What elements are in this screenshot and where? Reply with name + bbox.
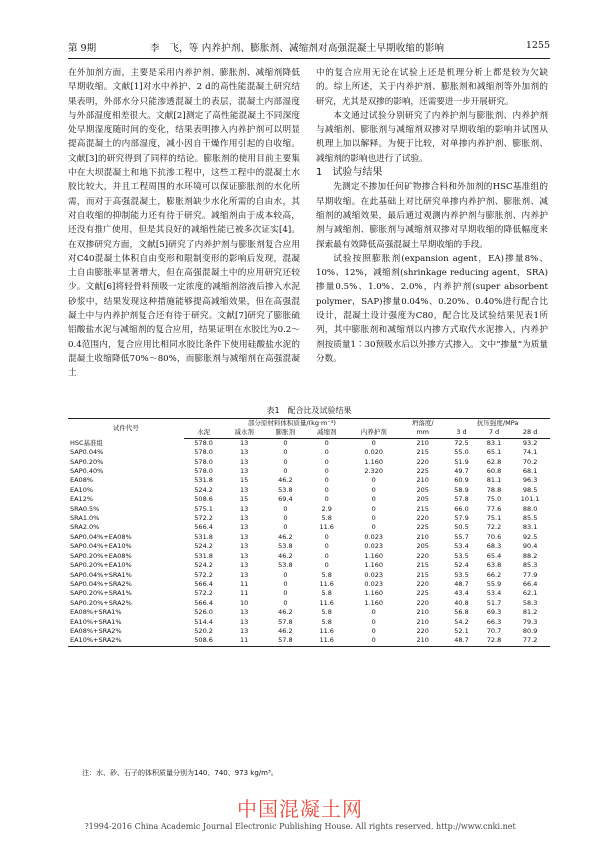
table-cell: 215 xyxy=(416,448,429,457)
table-cell: 75.0 xyxy=(486,495,502,504)
table-cell: 0 xyxy=(324,542,329,551)
table-cell: 66.4 xyxy=(522,579,538,588)
table-cell: 210 xyxy=(416,532,429,541)
table-cell: 53.8 xyxy=(278,542,293,551)
table-cell: 508.6 xyxy=(184,636,224,646)
table-cell: 40.8 xyxy=(454,598,469,607)
table-cell: 11 xyxy=(239,589,249,598)
table-cell: 78.8 xyxy=(486,485,502,494)
table-cell: 524.2 xyxy=(194,542,213,551)
table-cell: 55.0 xyxy=(454,448,469,457)
table-cell: 13 xyxy=(239,532,249,541)
specimen-code-cell: SAP0.04%+EA10% xyxy=(70,542,132,551)
table-cell: 13 xyxy=(239,523,249,532)
table-cell: 48.7 xyxy=(445,636,477,646)
specimen-code-cell: SAP0.20%+SRA2% xyxy=(70,598,132,607)
issue-number: 第 9期 xyxy=(68,43,97,54)
table-cell: 0 xyxy=(283,457,288,466)
table-cell: 83.1 xyxy=(522,523,538,532)
table-cell: 215 xyxy=(416,570,429,579)
table-cell: 52.1 xyxy=(454,626,469,635)
table-cell: 0 xyxy=(324,457,329,466)
table-cell: 93.2 xyxy=(522,438,538,447)
table-cell: 0 xyxy=(347,636,400,646)
table-cell: 60.8 xyxy=(486,467,502,476)
table-cell: 0 xyxy=(324,448,329,457)
table-cell: 0 xyxy=(371,617,376,626)
table-cell: 578.0 xyxy=(194,457,213,466)
table-cell: 90.4 xyxy=(522,542,538,551)
table-cell: 13 xyxy=(239,626,249,635)
table-cell: 10 xyxy=(239,598,249,607)
table-cell: 46.2 xyxy=(278,551,293,560)
table-cell: 205 xyxy=(416,485,429,494)
table-cell: 11.6 xyxy=(319,523,334,532)
table-cell: 62.1 xyxy=(522,589,538,598)
specimen-code-cell: EA08% xyxy=(70,476,94,485)
table-row xyxy=(68,448,550,457)
table-cell: 578.0 xyxy=(194,467,213,476)
table-cell: 13 xyxy=(239,608,249,617)
table-cell: 11.6 xyxy=(319,598,334,607)
page-number: 1255 xyxy=(525,40,550,51)
table-cell: 578.0 xyxy=(194,448,213,457)
table-cell: 69.4 xyxy=(278,495,293,504)
running-header xyxy=(68,40,550,56)
table-cell: 215 xyxy=(416,561,429,570)
body-paragraph: 在外加剂方面，主要是采用内养护剂、膨胀剂、减缩剂降低早期收缩。文献[1]对水中养护、2 d的高性能混凝土研究结果表明，外部水分只能渗透混凝土的表层，混凝土内部湿度与外部湿度相差很大。文献[2]测定了高性能混凝土不同深度处早期湿度随时间的变化，结果表明掺入内养护剂可以明显提高混凝土的内部湿度，减小因自干燥作用引起的自收缩。文献[3]的研究得到了同样的结论。膨胀剂的使用目前主要集中在大坝混凝土和地下抗渗工程中，这些工程中的混凝土水胶比较大，并且工程周围的水环境可以保证膨胀剂的水化所需，而对于高强混凝土，膨胀剂缺少水化所需的自由水，其对自收缩的抑制能力还有待于研究。减缩剂由于成本较高，还没有推广使用，但是其良好的减缩性能已被多次证实[4]。在双掺研究方面，文献[5]研究了内养护剂与膨胀剂复合应用对C40混凝土体积自由变形和限制变形的影响后发现，混凝土自由膨胀率显著增大，但在高强混凝土中的应用研究还较少。文献[6]将轻骨料预吸一定浓度的减缩剂溶液后掺入水泥砂浆中，结果发现这种措施能够提高减缩效果，但在高强混凝土中与内养护剂复合还有待于研究。文献[7]研究了膨胀硫铝酸盐水泥与减缩剂的复合应用，结果证明在水胶比为0.2～0.4范围内，复合应用比相同水胶比条件下使用硅酸盐水泥的混凝土收缩降低70%～80%，而膨胀剂与减缩剂在高强混凝土 xyxy=(68,68,300,379)
table-cell: 531.8 xyxy=(194,476,213,485)
section-title: 1 试验与结果 xyxy=(316,167,383,179)
table-cell: 1.160 xyxy=(364,457,384,466)
table-cell: 46.2 xyxy=(278,626,293,635)
table-cell: 524.2 xyxy=(194,485,213,494)
table-cell: 15 xyxy=(239,495,249,504)
col-header: 减缩剂 xyxy=(306,428,347,438)
specimen-code-cell: SAP0.20% xyxy=(70,457,104,466)
table-cell: 2.320 xyxy=(364,467,384,476)
table-cell: 54.2 xyxy=(454,617,469,626)
specimen-code-cell: SRA0.5% xyxy=(70,504,100,513)
table-cell: 13 xyxy=(239,514,249,523)
specimen-code-cell: SAP0.04%+EA08% xyxy=(70,532,132,541)
table-cell: 0.023 xyxy=(364,532,384,541)
copyright-footer: ?1994-2016 China Academic Journal Electronic Publishing House. All rights reserved. http://www.cnki.net xyxy=(84,822,516,831)
table-row xyxy=(68,618,550,627)
table-cell: 75.1 xyxy=(486,514,502,523)
table-row xyxy=(68,495,550,504)
table-row xyxy=(68,599,550,608)
table-cell: 53.8 xyxy=(278,485,293,494)
table-cell: 98.5 xyxy=(522,485,538,494)
specimen-code-cell: EA10% xyxy=(70,485,94,494)
table-cell: 0 xyxy=(324,476,329,485)
table-cell: 85.3 xyxy=(522,561,538,570)
specimen-code-cell: EA08%+SRA1% xyxy=(70,608,122,617)
table-cell: 572.2 xyxy=(194,589,213,598)
specimen-code-cell: SAP0.04%+SRA2% xyxy=(70,579,132,588)
table-cell: 66.3 xyxy=(486,617,502,626)
table-cell: 5.8 xyxy=(321,570,332,579)
specimen-code-cell: SRA1.0% xyxy=(70,514,100,523)
table-cell: 43.4 xyxy=(454,589,469,598)
table-cell: 0 xyxy=(324,485,329,494)
table-cell: 0 xyxy=(324,561,329,570)
table-cell: 65.4 xyxy=(486,551,502,560)
table-cell: 53.5 xyxy=(454,551,469,560)
table-cell: 77.6 xyxy=(486,504,502,513)
table-cell: 13 xyxy=(239,438,249,447)
table-cell: 60.9 xyxy=(454,476,469,485)
table-cell: 53.5 xyxy=(454,570,469,579)
table-cell: 0.020 xyxy=(364,448,384,457)
table-cell: 58.9 xyxy=(454,485,469,494)
table-cell: 11.6 xyxy=(319,626,334,635)
table-cell: 11 xyxy=(223,636,264,646)
table-cell: 13 xyxy=(239,504,249,513)
table-cell: 57.8 xyxy=(265,636,306,646)
table-cell: 0 xyxy=(371,438,376,447)
table-cell: 62.8 xyxy=(486,457,502,466)
table-cell: 48.7 xyxy=(454,579,469,588)
table-cell: 0 xyxy=(283,448,288,457)
table-cell: 531.8 xyxy=(194,551,213,560)
specimen-code-cell: SAP0.20%+EA10% xyxy=(70,561,132,570)
table-cell: 51.9 xyxy=(454,457,469,466)
table-cell: 0 xyxy=(283,589,288,598)
table-cell: 5.8 xyxy=(321,514,332,523)
col-header-code: 试件代号 xyxy=(68,419,184,439)
table-row xyxy=(68,561,550,570)
specimen-code-cell: HSC基准组 xyxy=(70,438,104,447)
col-header: 3 d xyxy=(445,428,477,438)
table-cell: 524.2 xyxy=(194,561,213,570)
table-cell: 0.023 xyxy=(364,579,384,588)
table-cell: 50.5 xyxy=(454,523,469,532)
table-cell: 46.2 xyxy=(278,532,293,541)
col-header: 膨胀剂 xyxy=(265,428,306,438)
table-cell: 0 xyxy=(371,495,376,504)
table-cell: 205 xyxy=(416,542,429,551)
table-cell: 13 xyxy=(239,467,249,476)
table-cell: 210 xyxy=(416,617,429,626)
table-cell: 72.8 xyxy=(478,636,510,646)
header-rule xyxy=(68,58,550,59)
table-cell: 13 xyxy=(239,561,249,570)
table-cell: 2.9 xyxy=(321,504,332,513)
table-cell: 220 xyxy=(416,514,429,523)
table-cell: 101.1 xyxy=(520,495,540,504)
table-cell: 80.9 xyxy=(522,626,538,635)
table-cell: 92.5 xyxy=(522,532,538,541)
table-cell: 83.1 xyxy=(486,438,502,447)
table-row xyxy=(68,438,550,448)
table-cell: 79.3 xyxy=(522,617,538,626)
table-cell: 57.8 xyxy=(454,495,469,504)
table-cell: 1.160 xyxy=(364,589,384,598)
table-cell: 13 xyxy=(239,448,249,457)
table-row xyxy=(68,514,550,523)
table-cell: 514.4 xyxy=(194,617,213,626)
col-header: 内养护剂 xyxy=(347,428,400,438)
table-cell: 55.7 xyxy=(454,532,469,541)
table-cell: 205 xyxy=(416,495,429,504)
table-cell: 51.7 xyxy=(486,598,502,607)
table-cell: 69.3 xyxy=(486,608,502,617)
table-cell: 68.1 xyxy=(522,467,538,476)
table-cell: 0.023 xyxy=(364,542,384,551)
table-cell: 88.2 xyxy=(522,551,538,560)
table-cell: 0 xyxy=(324,438,329,447)
table-cell: 1.160 xyxy=(364,598,384,607)
table-cell: 220 xyxy=(416,551,429,560)
table-cell: 0 xyxy=(371,514,376,523)
table-cell: 53.8 xyxy=(278,561,293,570)
table-cell: 215 xyxy=(416,504,429,513)
table-cell: 57.8 xyxy=(278,617,293,626)
table-cell: 566.4 xyxy=(194,523,213,532)
watermark-text: 中国混凝土网 xyxy=(237,797,363,821)
table-cell: 53.4 xyxy=(486,589,502,598)
table-cell: 74.1 xyxy=(522,448,538,457)
col-header: 水泥 xyxy=(184,428,224,438)
table-cell: 58.3 xyxy=(522,598,538,607)
table-cell: 0 xyxy=(324,551,329,560)
table-cell: 5.8 xyxy=(321,608,332,617)
table-cell: 13 xyxy=(239,542,249,551)
table-cell: 210 xyxy=(416,608,429,617)
table-cell: 526.0 xyxy=(194,608,213,617)
specimen-code-cell: SRA2.0% xyxy=(70,523,100,532)
table-cell: 0 xyxy=(283,467,288,476)
table-cell: 0 xyxy=(283,598,288,607)
table-cell: 520.2 xyxy=(194,626,213,635)
table-cell: 0 xyxy=(371,476,376,485)
table-cell: 220 xyxy=(416,579,429,588)
table-cell: 46.2 xyxy=(278,608,293,617)
table-cell: 220 xyxy=(416,457,429,466)
table-cell: 0.023 xyxy=(364,570,384,579)
body-paragraph: 中的复合应用无论在试验上还是机理分析上都是较为欠缺的。综上所述，关于内养护剂、膨胀剂和减缩剂等外加剂的研究，尤其是双掺的影响，还需要进一步开展研究。 xyxy=(316,68,548,107)
table-cell: 210 xyxy=(416,438,429,447)
col-header: 28 d xyxy=(510,428,550,438)
table-row xyxy=(68,505,550,514)
left-column xyxy=(68,66,300,381)
table-cell: 13 xyxy=(239,457,249,466)
table-cell: 220 xyxy=(416,626,429,635)
table-cell: 210 xyxy=(416,476,429,485)
table-cell: 0 xyxy=(283,579,288,588)
table-cell: 1.160 xyxy=(364,561,384,570)
table-row xyxy=(68,580,550,589)
table-cell: 0 xyxy=(283,438,288,447)
table-cell: 508.6 xyxy=(194,495,213,504)
table-cell: 68.3 xyxy=(486,542,502,551)
table-cell: 531.8 xyxy=(194,532,213,541)
specimen-code-cell: SAP0.04% xyxy=(70,448,104,457)
table-row xyxy=(68,589,550,598)
table-cell: 63.8 xyxy=(486,561,502,570)
table-cell: 70.2 xyxy=(522,457,538,466)
table-cell: 81.1 xyxy=(486,476,502,485)
table-cell: 70.6 xyxy=(486,532,502,541)
col-group-materials: 部分原材料体积质量/(kg·m⁻³) xyxy=(184,419,400,429)
table-cell: 11.6 xyxy=(319,579,334,588)
table-cell: 77.9 xyxy=(522,570,538,579)
table-row xyxy=(68,627,550,636)
table-cell: 225 xyxy=(416,523,429,532)
specimen-code-cell: SAP0.20%+SRA1% xyxy=(70,589,132,598)
table-row xyxy=(68,458,550,467)
table-cell: 70.7 xyxy=(486,626,502,635)
body-paragraph: 先测定不掺加任何矿物掺合料和外加剂的HSC基准组的早期收缩。在此基础上对比研究单掺内养护剂、膨胀剂、减缩剂的减缩效果，最后通过观测内养护剂与膨胀剂、内养护剂与减缩剂、膨胀剂与减缩剂双掺对早期收缩的降低幅度来探索最有效降低高强混凝土早期收缩的手段。 xyxy=(316,182,548,250)
table-cell: 0 xyxy=(283,514,288,523)
table-cell: 0 xyxy=(283,523,288,532)
table-cell: 52.4 xyxy=(454,561,469,570)
table-cell: 575.1 xyxy=(194,504,213,513)
table-cell: 210 xyxy=(400,636,445,646)
table-row xyxy=(68,523,550,532)
table-cell: 66.0 xyxy=(454,504,469,513)
table-cell: 0 xyxy=(371,523,376,532)
table-note: 注：水、砂、石子的体积质量分别为140、740、973 kg/m³。 xyxy=(82,769,278,777)
body-paragraph: 本文通过试验分别研究了内养护剂与膨胀剂、内养护剂与减缩剂、膨胀剂与减缩剂双掺对早期收缩的影响并试图从机理上加以解释。为便于比较，对单掺内养护剂、膨胀剂、减缩剂的影响也进行了试验。 xyxy=(316,110,548,164)
table-cell: 11.6 xyxy=(306,636,347,646)
table-cell: 65.1 xyxy=(486,448,502,457)
table-cell: 88.0 xyxy=(522,504,538,513)
table-cell: 578.0 xyxy=(194,438,213,447)
table-cell: 0 xyxy=(371,504,376,513)
col-group-slump: 坍落度/ xyxy=(400,419,445,429)
table-cell: 0 xyxy=(283,570,288,579)
table-cell: 49.7 xyxy=(454,467,469,476)
specimen-code-cell: SAP0.04%+SRA1% xyxy=(70,570,132,579)
table-cell: 0 xyxy=(283,504,288,513)
table-row xyxy=(68,486,550,495)
table-cell: 566.4 xyxy=(194,598,213,607)
table-cell: 13 xyxy=(239,485,249,494)
specimen-code-cell: EA12% xyxy=(70,495,94,504)
table-cell: 77.2 xyxy=(510,636,550,646)
table-cell: 0 xyxy=(371,485,376,494)
table-row xyxy=(68,552,550,561)
table-cell: 57.9 xyxy=(454,514,469,523)
table-cell: 0 xyxy=(324,467,329,476)
specimen-code-cell: EA10%+SRA1% xyxy=(70,617,122,626)
table-cell: 5.8 xyxy=(321,617,332,626)
table-row xyxy=(68,571,550,580)
table-cell: 1.160 xyxy=(364,551,384,560)
right-column xyxy=(316,66,548,366)
table-row xyxy=(68,542,550,551)
table-cell: 13 xyxy=(239,551,249,560)
table-cell: 66.2 xyxy=(486,570,502,579)
specimen-code-cell: EA10%+SRA2% xyxy=(68,636,184,646)
mix-proportion-table xyxy=(68,418,550,647)
table-cell: 85.5 xyxy=(522,514,538,523)
table-cell: 0 xyxy=(371,626,376,635)
table-cell: 13 xyxy=(239,570,249,579)
table-cell: 96.3 xyxy=(522,476,538,485)
col-header: mm xyxy=(400,428,445,438)
body-paragraph: 试验按照膨胀剂(expansion agent，EA)掺量8%、10%、12%，减缩剂(shrinkage reducing agent，SRA)掺量0.5%、1.0%、2.0%，内养护剂(super absorbent polymer，SAP)掺量0.04%、0.20%、0.40%进行配合比设计，混凝土设计强度为C80，配合比及试验结果见表1所列，其中膨胀剂和减缩剂以内掺方式取代水泥掺入，内养护剂按质量1∶30预吸水后以外掺方式掺入。文中“掺量”为质量分数。 xyxy=(316,253,548,364)
col-group-strength: 抗压强度/MPa xyxy=(445,419,550,429)
table-cell: 572.2 xyxy=(194,570,213,579)
table-cell: 46.2 xyxy=(278,476,293,485)
specimen-code-cell: SAP0.40% xyxy=(70,467,104,476)
table-cell: 55.9 xyxy=(486,579,502,588)
table-cell: 81.2 xyxy=(522,608,538,617)
table-cell: 566.4 xyxy=(194,579,213,588)
col-header: 减水剂 xyxy=(223,428,264,438)
table-cell: 72.5 xyxy=(454,438,469,447)
table-cell: 13 xyxy=(239,617,249,626)
table-cell: 5.8 xyxy=(321,589,332,598)
table-cell: 72.2 xyxy=(486,523,502,532)
table-cell: 0 xyxy=(371,608,376,617)
table-cell: 220 xyxy=(416,598,429,607)
running-title: 李 飞，等 内养护剂、膨胀剂、减缩剂对高强混凝土早期收缩的影响 xyxy=(150,43,445,54)
table-cell: 225 xyxy=(416,467,429,476)
table-row xyxy=(68,608,550,617)
table-row xyxy=(68,476,550,485)
table-cell: 225 xyxy=(416,589,429,598)
table-cell: 56.8 xyxy=(454,608,469,617)
col-header: 7 d xyxy=(478,428,510,438)
table-cell: 15 xyxy=(239,476,249,485)
table-caption: 表1 配合比及试验结果 xyxy=(266,406,352,415)
table-row xyxy=(68,533,550,542)
table-cell: 572.2 xyxy=(194,514,213,523)
specimen-code-cell: SAP0.20%+EA08% xyxy=(70,551,132,560)
table-cell: 0 xyxy=(324,495,329,504)
table-cell: 11 xyxy=(239,579,249,588)
table-row xyxy=(68,467,550,476)
table-row xyxy=(68,636,550,646)
table-cell: 53.4 xyxy=(454,542,469,551)
specimen-code-cell: EA08%+SRA2% xyxy=(70,626,122,635)
table-cell: 0 xyxy=(324,532,329,541)
